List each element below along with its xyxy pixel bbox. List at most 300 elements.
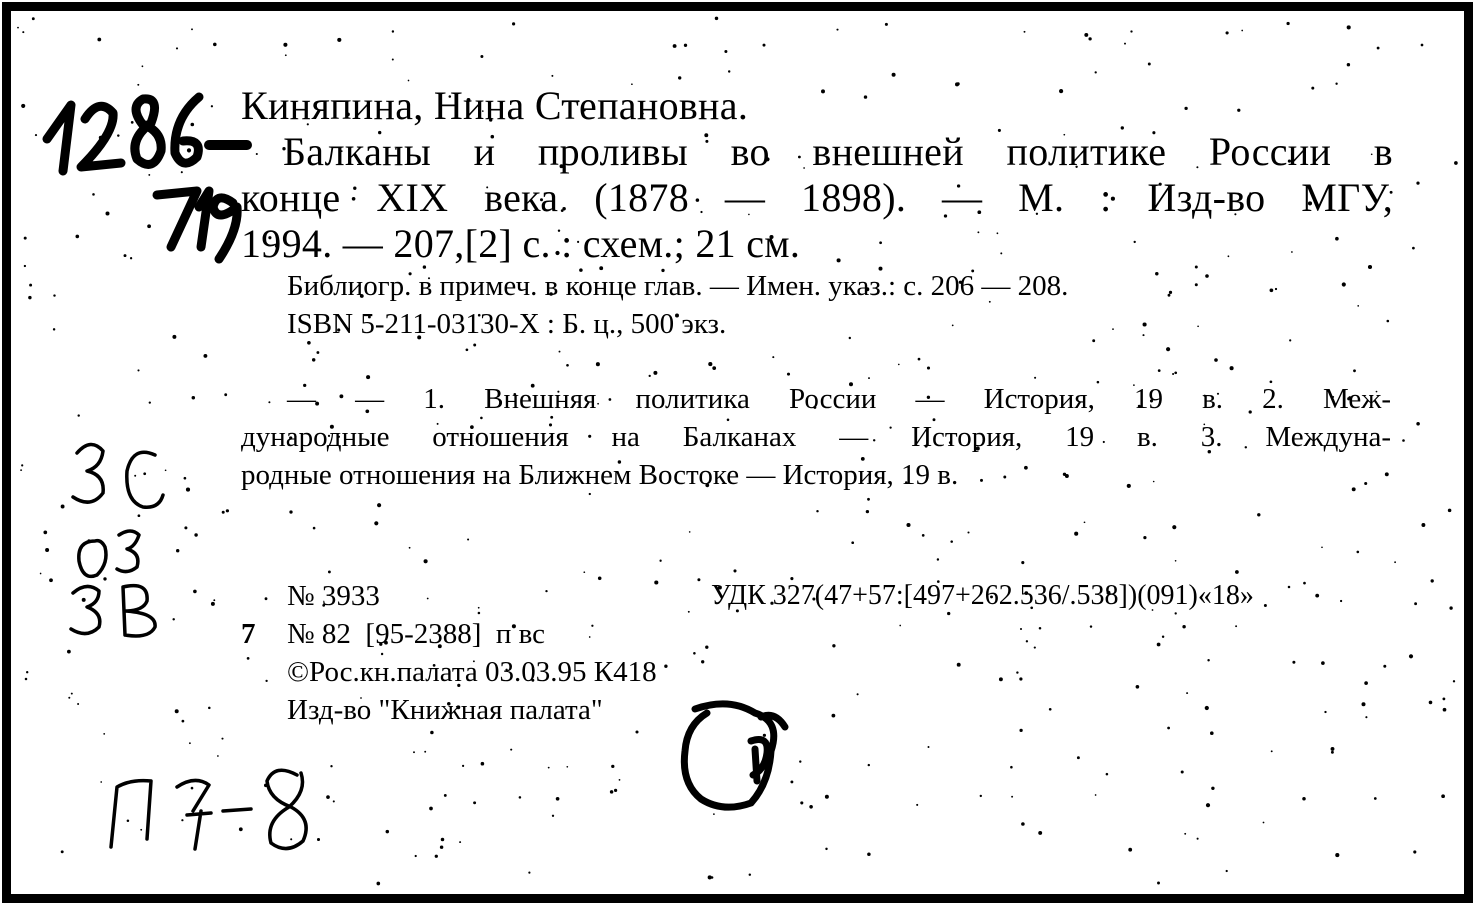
noise-speck [1286, 22, 1289, 25]
noise-speck [816, 510, 818, 512]
noise-speck [1175, 560, 1177, 562]
noise-speck [1374, 797, 1377, 800]
noise-speck [1385, 472, 1389, 476]
noise-speck [724, 50, 727, 53]
noise-speck [176, 47, 178, 49]
noise-speck [1124, 43, 1126, 45]
noise-speck [1421, 44, 1424, 47]
noise-speck [376, 882, 380, 886]
noise-speck [598, 577, 602, 581]
noise-speck [1095, 794, 1097, 796]
noise-speck [1090, 625, 1092, 627]
noise-speck [1142, 334, 1144, 336]
noise-speck [673, 44, 677, 48]
noise-speck [1291, 251, 1293, 253]
noise-speck [957, 663, 961, 667]
noise-speck [1020, 628, 1022, 630]
bibliography-note: Библиогр. в примеч. в конце глав. — Имен. указ.: с. 206 — 208. [287, 270, 1069, 302]
noise-speck [519, 796, 522, 799]
noise-speck [1402, 439, 1405, 442]
noise-speck [1270, 288, 1274, 292]
noise-speck [1429, 701, 1433, 705]
noise-speck [137, 369, 139, 371]
noise-speck [927, 366, 930, 369]
noise-speck [551, 75, 553, 77]
noise-speck [1021, 561, 1024, 564]
noise-speck [22, 31, 24, 33]
noise-speck [424, 559, 428, 563]
noise-speck [867, 498, 870, 501]
noise-speck [1237, 109, 1240, 112]
noise-speck [26, 671, 28, 673]
publisher-line: Изд-во "Книжная палата" [287, 694, 603, 726]
noise-speck [45, 548, 49, 552]
noise-speck [441, 838, 445, 842]
noise-speck [952, 325, 954, 327]
noise-speck [1275, 288, 1277, 290]
noise-speck [189, 742, 191, 744]
noise-speck [1421, 523, 1425, 527]
noise-speck [649, 375, 651, 377]
noise-speck [832, 714, 836, 718]
noise-speck [1084, 33, 1088, 37]
noise-speck [866, 510, 869, 513]
noise-speck [21, 104, 25, 108]
noise-speck [1257, 513, 1260, 516]
noise-speck [552, 815, 554, 817]
noise-speck [312, 358, 315, 361]
noise-speck [213, 599, 215, 601]
noise-speck [693, 652, 696, 655]
noise-speck [265, 597, 268, 600]
noise-speck [1292, 661, 1295, 664]
noise-speck [1195, 266, 1198, 269]
noise-speck [221, 738, 223, 740]
noise-speck [1414, 602, 1417, 605]
noise-speck [1197, 325, 1199, 327]
noise-speck [1342, 282, 1346, 286]
catalog-card [2, 2, 1473, 903]
noise-speck [1356, 551, 1359, 554]
noise-speck [1448, 509, 1452, 513]
noise-speck [1335, 237, 1339, 241]
noise-speck [1394, 561, 1396, 563]
noise-speck [937, 558, 939, 560]
noise-speck [1207, 659, 1209, 661]
subject-line-2: дународные отношения на Балканах — История, 19 в. 3. Междуна- [241, 421, 1391, 453]
noise-speck [435, 855, 438, 858]
noise-speck [619, 779, 621, 781]
noise-speck [1453, 680, 1455, 682]
noise-speck [825, 848, 827, 850]
noise-speck [1168, 294, 1171, 297]
noise-speck [1409, 654, 1413, 658]
noise-speck [424, 751, 426, 753]
noise-speck [17, 27, 19, 29]
noise-speck [997, 232, 999, 234]
noise-speck [268, 401, 270, 403]
noise-speck [1065, 474, 1069, 478]
noise-speck [1186, 692, 1188, 694]
card-number: № 3933 [287, 580, 380, 612]
subject-line-3: родные отношения на Ближнем Востоке — История, 19 в. [241, 459, 959, 491]
noise-speck [1331, 751, 1334, 754]
noise-speck [40, 573, 42, 575]
noise-speck [1092, 339, 1095, 342]
noise-speck [749, 873, 751, 875]
noise-speck [408, 80, 410, 82]
noise-speck [1235, 570, 1239, 574]
noise-speck [1206, 803, 1210, 807]
noise-speck [49, 578, 53, 582]
noise-speck [1019, 729, 1022, 732]
noise-speck [1241, 30, 1243, 32]
noise-speck [466, 348, 469, 351]
noise-speck [980, 795, 982, 797]
order-number: № 82 [95-2388] п вс [287, 618, 546, 650]
noise-speck [836, 29, 838, 31]
noise-speck [285, 54, 287, 56]
noise-speck [1197, 838, 1199, 840]
noise-speck [328, 570, 331, 573]
noise-speck [1059, 89, 1063, 93]
noise-speck [821, 89, 825, 93]
noise-speck [1412, 247, 1415, 250]
noise-speck [473, 344, 476, 347]
noise-speck [283, 43, 287, 47]
noise-speck [1368, 265, 1372, 269]
noise-speck [430, 731, 434, 735]
noise-speck [697, 578, 700, 581]
noise-speck [832, 644, 835, 647]
noise-speck [224, 393, 227, 396]
noise-speck [1088, 37, 1091, 40]
noise-speck [1340, 600, 1342, 602]
noise-speck [635, 730, 638, 733]
noise-speck [868, 764, 870, 766]
noise-speck [922, 534, 925, 537]
noise-speck [24, 265, 26, 267]
noise-speck [583, 571, 585, 573]
subject-line-1: — — 1. Внешняя политика России — История, 19 в. 2. Меж- [287, 383, 1391, 415]
noise-speck [1106, 773, 1109, 776]
noise-speck [265, 680, 267, 682]
noise-speck [1127, 484, 1131, 488]
noise-speck [374, 521, 378, 525]
noise-speck [980, 479, 983, 482]
noise-speck [1353, 369, 1356, 372]
noise-speck [478, 607, 480, 609]
noise-speck [916, 804, 918, 806]
noise-speck [1038, 831, 1042, 835]
noise-speck [928, 746, 930, 748]
noise-speck [879, 241, 882, 244]
noise-speck [1024, 466, 1028, 470]
noise-speck [247, 657, 250, 660]
noise-speck [337, 38, 341, 42]
noise-speck [1454, 161, 1458, 165]
noise-speck [192, 396, 195, 399]
noise-speck [654, 580, 658, 584]
noise-speck [763, 44, 766, 47]
noise-speck [1169, 291, 1172, 294]
noise-speck [20, 469, 22, 471]
noise-speck [203, 354, 207, 358]
noise-speck [1157, 643, 1161, 647]
noise-speck [409, 547, 411, 549]
noise-speck [1441, 794, 1445, 798]
noise-speck [566, 766, 568, 768]
noise-speck [689, 531, 691, 533]
noise-speck [43, 531, 47, 535]
noise-speck [701, 660, 704, 663]
noise-speck [1084, 521, 1086, 523]
noise-speck [1315, 594, 1319, 598]
noise-speck [1386, 320, 1389, 323]
noise-speck [67, 650, 71, 654]
noise-speck [459, 841, 461, 843]
noise-speck [906, 523, 910, 527]
noise-speck [29, 284, 32, 287]
noise-speck [684, 44, 687, 47]
noise-speck [444, 794, 447, 797]
noise-speck [1226, 870, 1228, 872]
noise-speck [25, 678, 28, 681]
noise-speck [1235, 625, 1237, 627]
noise-speck [28, 296, 31, 299]
handwritten-margin-marks [63, 431, 203, 641]
title-line-2: конце XIX века (1878 — 1898). — М. : Изд-во МГУ, [241, 175, 1393, 220]
noise-speck [867, 852, 871, 856]
noise-speck [1174, 371, 1177, 374]
noise-speck [1288, 586, 1291, 589]
noise-speck [191, 28, 193, 30]
noise-speck [611, 765, 614, 768]
noise-speck [708, 362, 712, 366]
noise-speck [1449, 606, 1452, 609]
noise-speck [103, 733, 105, 735]
noise-speck [1321, 546, 1323, 548]
noise-speck [1205, 274, 1209, 278]
noise-speck [688, 611, 690, 613]
noise-speck [1010, 766, 1013, 769]
noise-speck [1181, 770, 1184, 773]
noise-speck [885, 23, 888, 26]
noise-speck [1095, 71, 1097, 73]
noise-speck [53, 294, 55, 296]
noise-speck [24, 237, 27, 240]
noise-speck [1377, 47, 1380, 50]
noise-speck [857, 693, 859, 695]
noise-speck [1128, 848, 1132, 852]
copyright-line: ©Рос.кн.палата 03.03.95 К418 [287, 656, 657, 688]
noise-speck [1263, 822, 1265, 824]
noise-speck [1157, 882, 1160, 885]
noise-speck [715, 17, 718, 20]
noise-speck [1026, 640, 1028, 642]
noise-speck [1416, 422, 1420, 426]
noise-speck [1130, 30, 1132, 32]
noise-speck [1148, 63, 1151, 66]
noise-speck [289, 510, 292, 513]
noise-speck [1331, 747, 1335, 751]
noise-speck [1362, 702, 1366, 706]
noise-speck [429, 807, 433, 811]
noise-speck [1039, 627, 1042, 630]
noise-speck [480, 55, 483, 58]
noise-speck [1003, 476, 1006, 479]
noise-speck [956, 82, 959, 85]
noise-speck [1182, 625, 1185, 628]
noise-speck [659, 560, 661, 562]
noise-speck [1112, 328, 1114, 330]
noise-speck [849, 337, 851, 339]
noise-speck [1303, 582, 1306, 585]
noise-speck [1383, 665, 1386, 668]
noise-speck [892, 73, 896, 77]
title-line-1: Балканы и проливы во внешней политике России в [283, 129, 1393, 174]
noise-speck [1011, 796, 1013, 798]
noise-speck [1143, 322, 1147, 326]
noise-speck [1077, 756, 1080, 759]
footer-seven: 7 [241, 618, 256, 650]
noise-speck [591, 625, 593, 627]
noise-speck [1335, 83, 1337, 85]
noise-speck [182, 720, 185, 723]
noise-speck [1321, 661, 1325, 665]
noise-speck [313, 527, 316, 530]
noise-speck [78, 414, 80, 416]
noise-speck [977, 231, 979, 233]
noise-speck [1214, 358, 1218, 362]
noise-speck [614, 789, 617, 792]
noise-speck [1034, 377, 1036, 379]
noise-speck [1302, 797, 1306, 801]
noise-speck [77, 703, 79, 705]
noise-speck [1024, 31, 1026, 33]
noise-speck [653, 371, 657, 375]
noise-speck [97, 38, 101, 42]
noise-speck [1049, 708, 1052, 711]
noise-speck [610, 790, 614, 794]
noise-speck [1016, 671, 1018, 673]
noise-speck [851, 541, 854, 544]
noise-speck [1365, 716, 1367, 718]
noise-speck [918, 358, 921, 361]
noise-speck [528, 872, 530, 874]
noise-speck [1134, 241, 1136, 243]
noise-speck [478, 612, 481, 615]
noise-speck [1136, 685, 1140, 689]
noise-speck [1172, 373, 1174, 375]
noise-speck [1019, 677, 1022, 680]
noise-speck [967, 531, 969, 533]
noise-speck [377, 503, 381, 507]
noise-speck [1167, 727, 1170, 730]
noise-speck [392, 30, 394, 32]
noise-speck [427, 598, 429, 600]
noise-speck [1228, 255, 1230, 257]
noise-speck [950, 540, 953, 543]
handwritten-shelf-mark [91, 751, 351, 861]
noise-speck [481, 762, 485, 766]
noise-speck [1352, 487, 1356, 491]
noise-speck [1034, 647, 1036, 649]
author-heading: Киняпина, Нина Степановна. [241, 83, 749, 128]
noise-speck [68, 697, 70, 699]
noise-speck [510, 749, 512, 751]
noise-speck [1211, 787, 1214, 790]
noise-speck [596, 362, 600, 366]
noise-speck [213, 43, 217, 47]
noise-speck [226, 509, 229, 512]
noise-speck [899, 625, 901, 627]
noise-speck [1153, 481, 1155, 483]
noise-speck [316, 351, 319, 354]
noise-speck [1074, 532, 1078, 536]
noise-speck [1347, 25, 1351, 29]
ink-stamp-mark [671, 691, 811, 831]
noise-speck [1335, 853, 1339, 857]
noise-speck [556, 797, 560, 801]
noise-speck [733, 569, 736, 572]
udk-classification: УДК 327(47+57:[497+262.536/.538])(091)«18» [711, 580, 1254, 611]
noise-speck [1021, 822, 1025, 826]
noise-speck [1357, 305, 1359, 307]
noise-speck [1443, 708, 1447, 712]
noise-speck [772, 356, 774, 358]
noise-speck [589, 636, 591, 638]
noise-speck [149, 401, 151, 403]
noise-speck [1416, 181, 1419, 184]
noise-speck [999, 677, 1003, 681]
noise-speck [392, 58, 394, 60]
noise-speck [1210, 731, 1214, 735]
noise-speck [678, 76, 681, 79]
noise-speck [548, 767, 550, 769]
noise-speck [71, 693, 73, 695]
isbn-note: ISBN 5-211-03130-X : Б. ц., 500 экз. [287, 308, 727, 340]
noise-speck [1172, 525, 1176, 529]
noise-speck [415, 855, 417, 857]
noise-speck [208, 707, 211, 710]
noise-speck [53, 328, 55, 330]
noise-speck [664, 665, 667, 668]
noise-speck [864, 95, 867, 98]
noise-speck [837, 258, 841, 262]
noise-speck [1158, 369, 1161, 372]
noise-speck [728, 70, 730, 72]
noise-speck [211, 602, 215, 606]
noise-speck [1143, 536, 1146, 539]
noise-speck [545, 590, 547, 592]
noise-speck [868, 377, 870, 379]
noise-speck [1442, 697, 1445, 700]
noise-speck [705, 646, 708, 649]
noise-speck [222, 511, 225, 514]
noise-speck [1155, 272, 1158, 275]
noise-speck [21, 464, 23, 466]
noise-speck [1311, 87, 1314, 90]
noise-speck [1431, 579, 1434, 582]
noise-speck [1271, 750, 1273, 752]
noise-speck [462, 765, 464, 767]
handwritten-call-number [33, 79, 263, 279]
noise-speck [512, 22, 515, 25]
noise-speck [1230, 366, 1234, 370]
title-line-3: 1994. — 207,[2] с. : схем.; 21 см. [241, 221, 801, 266]
noise-speck [566, 364, 569, 367]
